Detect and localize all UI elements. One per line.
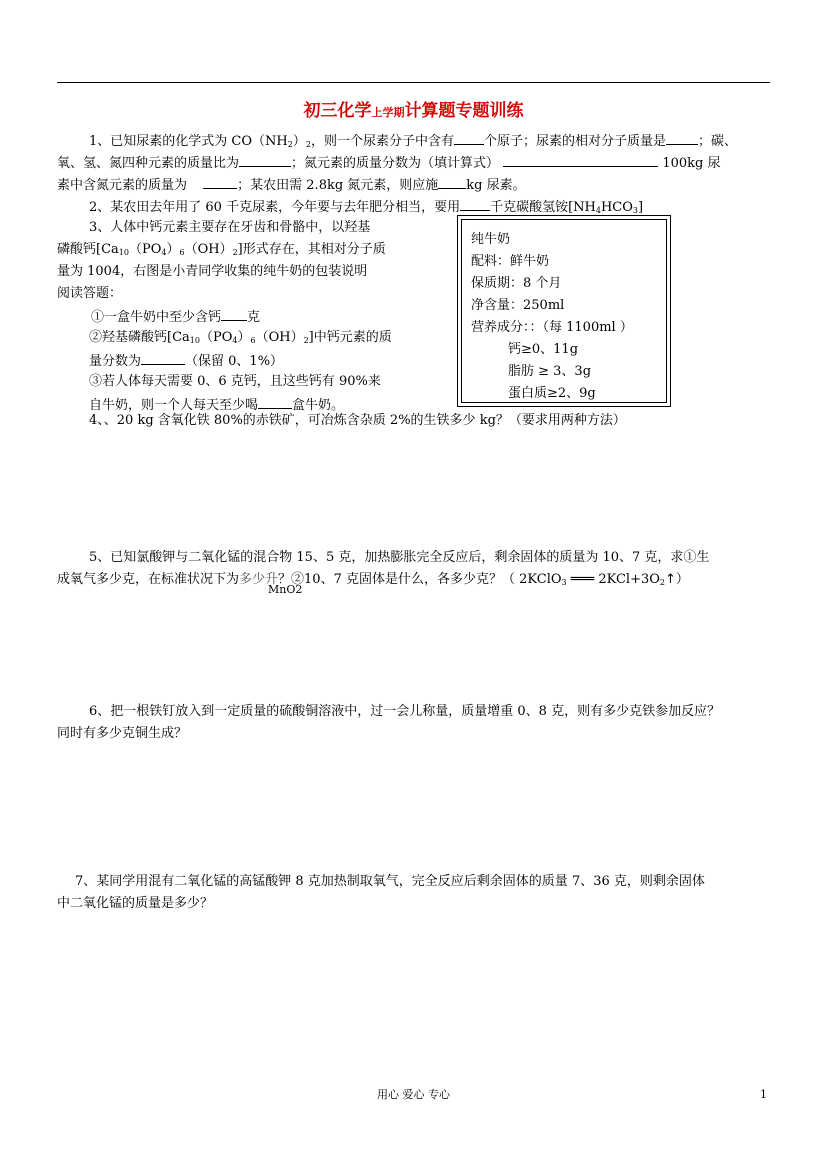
question-3-line-3: 量为 1004，右图是小青同学收集的纯牛奶的包装说明 [57,264,368,279]
question-3-part-3: ③若人体每天需要 0、6 克钙，且这些钙有 90%来 [89,374,381,389]
milk-label-line: 净含量：250ml [471,298,565,313]
question-1-line-2: 氧、氢、氮四种元素的质量比为 ；氮元素的质量分数为（填计算式） 100kg 尿 [57,152,720,174]
milk-label-line: 钙≥0、11g [508,342,579,357]
question-7-line-2: 中二氧化锰的质量是多少？ [57,896,214,911]
milk-label-line: 蛋白质≥2、9g [508,386,596,401]
question-3-part-2-cont: 量分数为 （保留 0、1%） [89,350,283,372]
question-3-line-1: 3、人体中钙元素主要存在牙齿和骨骼中，以羟基 [89,220,371,235]
milk-label-box [457,215,671,407]
footer-motto: 用心 爱心 专心 [377,1088,450,1101]
milk-label-inner-frame [461,219,667,403]
question-5-line-1: 5、已知氯酸钾与二氧化锰的混合物 15、5 克，加热膨胀完全反应后，剩余固体的质量为 10、7 克，求①生 [89,550,710,565]
question-3-part-1: ①一盒牛奶中至少含钙 克 [91,306,260,328]
milk-label-line: 营养成分：：（每 1100ml ） [471,320,633,335]
milk-label-line: 纯牛奶 [471,232,511,247]
question-6-line-2: 同时有多少克铜生成？ [57,726,188,741]
question-1-line-3: 素中含氮元素的质量为 ；某农田需 2.8kg 氮元素，则应施 kg 尿素。 [57,174,526,196]
header-rule [57,82,770,83]
blank-mass-ratio[interactable] [239,152,291,167]
blank-calcium-per-box[interactable] [221,306,247,321]
milk-label-line: 保质期：8 个月 [471,276,562,291]
blank-milk-boxes[interactable] [258,394,292,409]
blank-urea-mass[interactable] [438,174,466,189]
catalyst-label: MnO2 [268,583,303,596]
blank-calcium-fraction[interactable] [141,350,185,365]
question-1-line-1: 1、已知尿素的化学式为 $CO(NH_2)_2$，则一个尿素分子中含有 个原子；尿素的相对分子质量是 ；碳、 [89,130,737,152]
blank-bicarbonate-mass[interactable] [460,196,490,211]
question-2: 2、某农田去年用了 60 千克尿素，今年要与去年肥分相当，要用 千克碳酸氢铵$[NH_4HCO_3]$ [89,196,643,218]
blank-atom-count[interactable] [454,130,484,145]
page-title: 初三化学上学期计算题专题训练 [303,101,524,121]
question-3-line-2: 磷酸钙$[Ca_{10}(PO_4)_6(OH)_2]$形式存在，其相对分子质 [57,242,386,257]
question-5-line-2: 成氧气多少克，在标准状况下为多少升？②10、7 克固体是什么，各多少克？（ 2KClO$_3$ ═══ $2KCl+3O_2↑$） [57,572,689,587]
milk-label-line: 配料：鲜牛奶 [471,254,550,269]
question-6-line-1: 6、把一根铁钉放入到一定质量的硫酸铜溶液中，过一会儿称量，质量增重 0、8 克，则有多少克铁参加反应？ [89,704,721,719]
question-4: 4、、20 kg 含氧化铁 80%的赤铁矿，可冶炼含杂质 2%的生铁多少 kg？（要求用两种方法） [89,413,626,428]
question-3-line-4: 阅读答题： [57,286,123,301]
question-3-part-2: ②羟基磷酸钙$[Ca_{10}(PO_4)_6(OH)_2]$中钙元素的质 [89,330,392,345]
blank-nitrogen-mass[interactable] [203,174,237,189]
milk-label-line: 脂肪 ≥ 3、3g [508,364,592,379]
blank-mass-fraction[interactable] [503,152,658,167]
question-3-part-3-cont: 自牛奶，则一个人每天至少喝 盒牛奶。 [89,394,344,416]
blank-molar-mass[interactable] [666,130,698,145]
page-number: 1 [760,1088,767,1101]
question-7-line-1: 7、某同学用混有二氧化锰的高锰酸钾 8 克加热制取氧气，完全反应后剩余固体的质量 7、36 克，则剩余固体 [75,874,705,889]
